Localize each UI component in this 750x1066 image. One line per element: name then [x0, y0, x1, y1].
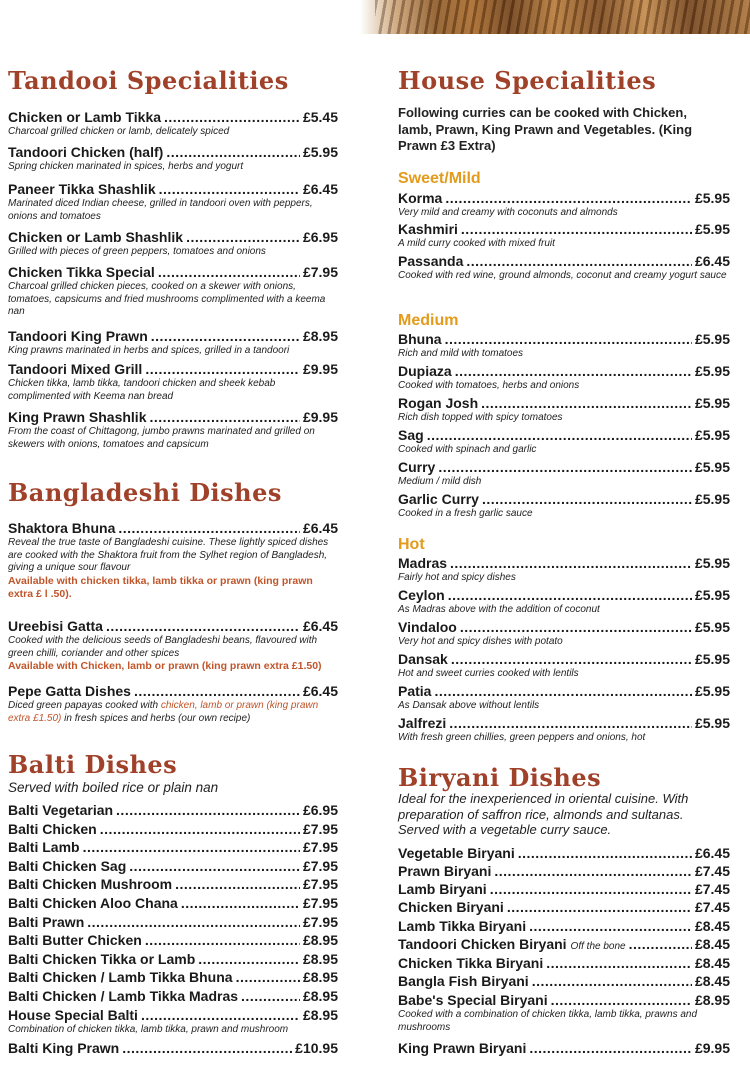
- item-desc: Reveal the true taste of Bangladeshi cuisine. These lightly spiced dishes are cooked with the Shaktora fruit from the Sylhet region of Bangladesh, giving a unique sour flavour: [8, 537, 329, 573]
- item-name: Ureebisi Gatta: [8, 618, 103, 634]
- item-name: Tandoori Chicken (half): [8, 144, 164, 160]
- menu-item: [8, 839, 338, 855]
- item-name: Rogan Josh: [398, 395, 479, 411]
- menu-item: [8, 683, 338, 725]
- item-name: Balti Lamb: [8, 839, 80, 855]
- item-note: Off the bone: [570, 941, 626, 952]
- item-price: £5.95: [694, 331, 730, 347]
- item-name: Chicken Tikka Special: [8, 264, 155, 280]
- menu-item: [398, 992, 730, 1034]
- menu-item: [8, 144, 338, 174]
- item-price: £7.95: [302, 876, 338, 892]
- item-price: £6.95: [302, 802, 338, 818]
- item-price: £8.95: [302, 328, 338, 344]
- item-price: £8.45: [694, 973, 730, 989]
- item-price: £5.95: [694, 683, 730, 699]
- item-price: £6.45: [302, 520, 338, 536]
- menu-item: [8, 229, 338, 259]
- item-name: Balti Chicken / Lamb Tikka Madras: [8, 988, 239, 1004]
- item-desc: From the coast of Chittagong, jumbo prawns marinated and grilled on skewers with onions, tomatoes and capsicum: [8, 426, 315, 450]
- item-name: Dansak: [398, 651, 448, 667]
- item-desc: Charcoal grilled chicken or lamb, delicately spiced: [8, 126, 230, 137]
- item-name: Babe's Special Biryani: [398, 992, 548, 1008]
- tandoori-title: Tandooi Specialities: [8, 66, 289, 95]
- item-desc: Spring chicken marinated in spices, herbs and yogurt: [8, 161, 244, 172]
- item-desc: Chicken tikka, lamb tikka, tandoori chicken and sheek kebab complimented with Keema nan bread: [8, 378, 276, 402]
- item-price: £9.95: [694, 1040, 730, 1056]
- item-desc: Cooked with the delicious seeds of Bangladeshi beans, flavoured with green chilli, coriander and other spices: [8, 635, 318, 659]
- menu-item: [398, 651, 730, 681]
- item-price: £5.95: [694, 221, 730, 237]
- item-name: Balti Chicken: [8, 821, 97, 837]
- menu-item: [8, 181, 338, 223]
- menu-item: [8, 1007, 338, 1037]
- item-desc: Cooked with tomatoes, herbs and onions: [398, 380, 580, 391]
- item-name: Pepe Gatta Dishes: [8, 683, 131, 699]
- item-name: Curry: [398, 459, 436, 475]
- item-price: £10.95: [295, 1040, 338, 1056]
- item-name: Bangla Fish Biryani: [398, 973, 529, 989]
- item-desc: [8, 700, 338, 725]
- item-desc: Marinated diced Indian cheese, grilled in tandoori oven with peppers, onions and tomatoes: [8, 198, 313, 222]
- menu-item: [398, 555, 730, 585]
- item-name: Paneer Tikka Shashlik: [8, 181, 156, 197]
- item-price: £7.95: [302, 914, 338, 930]
- item-name: Balti Chicken / Lamb Tikka Bhuna: [8, 969, 233, 985]
- menu-item: [8, 109, 338, 139]
- item-price: £5.95: [694, 427, 730, 443]
- item-desc: Rich and mild with tomatoes: [398, 348, 524, 359]
- menu-item: [8, 932, 338, 948]
- item-price: £8.95: [302, 969, 338, 985]
- item-name: House Special Balti: [8, 1007, 138, 1023]
- menu-item: [398, 221, 730, 251]
- item-price: £6.45: [694, 845, 730, 861]
- item-price: £5.95: [694, 190, 730, 206]
- item-desc: Rich dish topped with spicy tomatoes: [398, 412, 563, 423]
- item-desc: Hot and sweet curries cooked with lentils: [398, 668, 579, 679]
- house-title: House Specialities: [398, 66, 657, 95]
- item-price: £8.95: [302, 988, 338, 1004]
- biryani-intro: Ideal for the inexperienced in oriental cuisine. With preparation of saffron rice, almonds and sultanas. Served with a vegetable curry sauce.: [398, 791, 689, 837]
- item-price: £8.95: [302, 951, 338, 967]
- item-name: Kashmiri: [398, 221, 458, 237]
- menu-item: [398, 587, 730, 617]
- desc-text: in fresh spices and herbs (our own recipe): [61, 712, 251, 724]
- item-desc: King prawns marinated in herbs and spices, grilled in a tandoori: [8, 345, 290, 356]
- menu-item: [398, 683, 730, 713]
- item-price: £8.45: [694, 936, 730, 952]
- item-name: Balti Butter Chicken: [8, 932, 142, 948]
- item-desc: As Dansak above without lentils: [398, 700, 540, 711]
- item-price: £6.95: [302, 229, 338, 245]
- item-price: £8.95: [302, 1007, 338, 1023]
- item-name: Balti King Prawn: [8, 1040, 120, 1056]
- item-name: Sag: [398, 427, 424, 443]
- item-name: Madras: [398, 555, 448, 571]
- menu-item: [398, 395, 730, 425]
- item-name: Chicken or Lamb Shashlik: [8, 229, 184, 245]
- item-price: £5.95: [694, 459, 730, 475]
- item-desc: As Madras above with the addition of coconut: [398, 604, 600, 615]
- menu-item: [8, 858, 338, 874]
- menu-item: [8, 1040, 338, 1056]
- item-price: £7.95: [302, 895, 338, 911]
- item-name: Lamb Tikka Biryani: [398, 918, 527, 934]
- menu-item: [8, 618, 338, 673]
- item-price: £7.45: [694, 899, 730, 915]
- banner-texture: [375, 0, 750, 34]
- item-price: £5.45: [302, 109, 338, 125]
- item-price: £8.45: [694, 918, 730, 934]
- menu-item: [398, 491, 730, 521]
- item-price: £5.95: [694, 715, 730, 731]
- item-price: £7.45: [694, 881, 730, 897]
- item-desc: Very hot and spicy dishes with potato: [398, 636, 563, 647]
- subheading-sweet-mild: Sweet/Mild: [398, 170, 481, 187]
- item-name: Balti Chicken Tikka or Lamb: [8, 951, 196, 967]
- menu-item: [398, 331, 730, 361]
- menu-item: [8, 969, 338, 985]
- menu-item: [8, 802, 338, 818]
- item-name: Ceylon: [398, 587, 445, 603]
- item-price: £6.45: [302, 683, 338, 699]
- menu-item: [8, 988, 338, 1004]
- subheading-medium: Medium: [398, 312, 459, 329]
- biryani-title: Biryani Dishes: [398, 763, 602, 792]
- menu-item: [398, 715, 730, 745]
- item-price: £7.45: [694, 863, 730, 879]
- item-name: Balti Chicken Mushroom: [8, 876, 173, 892]
- item-desc: Charcoal grilled chicken pieces, cooked on a skewer with onions, tomatoes, capsicums and fried mushrooms complimented with a keema nan: [8, 281, 326, 317]
- desc-text: Diced green papayas cooked with: [8, 700, 161, 711]
- item-name: Passanda: [398, 253, 464, 269]
- item-name: Tandoori Mixed Grill: [8, 361, 143, 377]
- menu-item: [8, 361, 338, 403]
- item-price: £5.95: [694, 619, 730, 635]
- menu-item: [398, 863, 730, 879]
- item-name: Chicken Tikka Biryani: [398, 955, 544, 971]
- item-price: £5.95: [694, 395, 730, 411]
- menu-item: [8, 520, 338, 601]
- item-name: Tandoori Chicken Biryani: [398, 936, 567, 952]
- menu-item: [398, 881, 730, 897]
- item-price: £5.95: [694, 587, 730, 603]
- item-name: Dupiaza: [398, 363, 452, 379]
- menu-item: [398, 955, 730, 971]
- menu-item: [8, 328, 338, 358]
- item-name: King Prawn Shashlik: [8, 409, 147, 425]
- item-name: Patia: [398, 683, 432, 699]
- menu-item: [398, 459, 730, 489]
- item-name: Balti Chicken Sag: [8, 858, 127, 874]
- house-intro: Following curries can be cooked with Chicken, lamb, Prawn, King Prawn and Vegetables. (King Prawn £3 Extra): [398, 105, 693, 153]
- item-name: Garlic Curry: [398, 491, 479, 507]
- item-price: £8.95: [694, 992, 730, 1008]
- menu-item: [8, 895, 338, 911]
- availability-note: Available with chicken tikka, lamb tikka or prawn (king prawn extra £ l .50).: [8, 574, 313, 600]
- item-name: Balti Chicken Aloo Chana: [8, 895, 178, 911]
- item-desc: Fairly hot and spicy dishes: [398, 572, 516, 583]
- item-desc: Combination of chicken tikka, lamb tikka, prawn and mushroom: [8, 1024, 289, 1035]
- item-desc: Cooked in a fresh garlic sauce: [398, 508, 533, 519]
- menu-item: [8, 821, 338, 837]
- item-desc: Cooked with red wine, ground almonds, coconut and creamy yogurt sauce: [398, 270, 727, 281]
- menu-item: [8, 914, 338, 930]
- menu-item: [398, 936, 730, 952]
- menu-item: [398, 619, 730, 649]
- menu-item: [398, 190, 730, 220]
- item-name: Chicken or Lamb Tikka: [8, 109, 162, 125]
- item-name: Chicken Biryani: [398, 899, 504, 915]
- desc-highlight: chicken, lamb or prawn (king prawn extra £1.50): [8, 700, 319, 724]
- item-name: Prawn Biryani: [398, 863, 492, 879]
- item-name: King Prawn Biryani: [398, 1040, 527, 1056]
- item-desc: Medium / mild dish: [398, 476, 482, 487]
- item-price: £6.45: [302, 618, 338, 634]
- item-name: Tandoori King Prawn: [8, 328, 148, 344]
- menu-item: [8, 951, 338, 967]
- item-price: £7.95: [302, 858, 338, 874]
- item-price: £5.95: [694, 363, 730, 379]
- item-price: £8.95: [302, 932, 338, 948]
- menu-item: [8, 264, 338, 319]
- item-price: £6.45: [694, 253, 730, 269]
- item-desc: With fresh green chillies, green peppers and onions, hot: [398, 732, 646, 743]
- item-price: £9.95: [302, 409, 338, 425]
- item-price: £7.95: [302, 264, 338, 280]
- subheading-hot: Hot: [398, 536, 425, 553]
- menu-item: [398, 427, 730, 457]
- item-name: Lamb Biryani: [398, 881, 487, 897]
- item-name: Balti Prawn: [8, 914, 85, 930]
- item-desc: A mild curry cooked with mixed fruit: [398, 238, 555, 249]
- menu-item: [398, 845, 730, 861]
- menu-item: [398, 253, 730, 283]
- item-price: £5.95: [302, 144, 338, 160]
- item-name: Balti Vegetarian: [8, 802, 114, 818]
- item-name: Bhuna: [398, 331, 442, 347]
- balti-title: Balti Dishes: [8, 750, 178, 779]
- menu-item: [8, 876, 338, 892]
- menu-item: [8, 409, 338, 451]
- availability-note: Available with Chicken, lamb or prawn (king prawn extra £1.50): [8, 660, 322, 672]
- item-desc: Grilled with pieces of green peppers, tomatoes and onions: [8, 246, 266, 257]
- item-price: £6.45: [302, 181, 338, 197]
- menu-item: [398, 918, 730, 934]
- item-price: £7.95: [302, 821, 338, 837]
- bangladeshi-title: Bangladeshi Dishes: [8, 478, 282, 507]
- item-price: £5.95: [694, 555, 730, 571]
- item-name: Shaktora Bhuna: [8, 520, 116, 536]
- item-name: Jalfrezi: [398, 715, 447, 731]
- menu-item: [398, 899, 730, 915]
- item-name: Korma: [398, 190, 443, 206]
- item-price: £9.95: [302, 361, 338, 377]
- menu-item: [398, 1040, 730, 1056]
- item-desc: Cooked with a combination of chicken tikka, lamb tikka, prawns and mushrooms: [398, 1009, 698, 1033]
- item-price: £8.45: [694, 955, 730, 971]
- item-price: £5.95: [694, 491, 730, 507]
- item-name: Vindaloo: [398, 619, 457, 635]
- item-desc: Cooked with spinach and garlic: [398, 444, 537, 455]
- menu-item: [398, 363, 730, 393]
- item-price: £7.95: [302, 839, 338, 855]
- menu-item: [398, 973, 730, 989]
- item-price: £5.95: [694, 651, 730, 667]
- balti-intro: Served with boiled rice or plain nan: [8, 780, 219, 795]
- item-desc: Very mild and creamy with coconuts and almonds: [398, 207, 618, 218]
- item-name: Vegetable Biryani: [398, 845, 515, 861]
